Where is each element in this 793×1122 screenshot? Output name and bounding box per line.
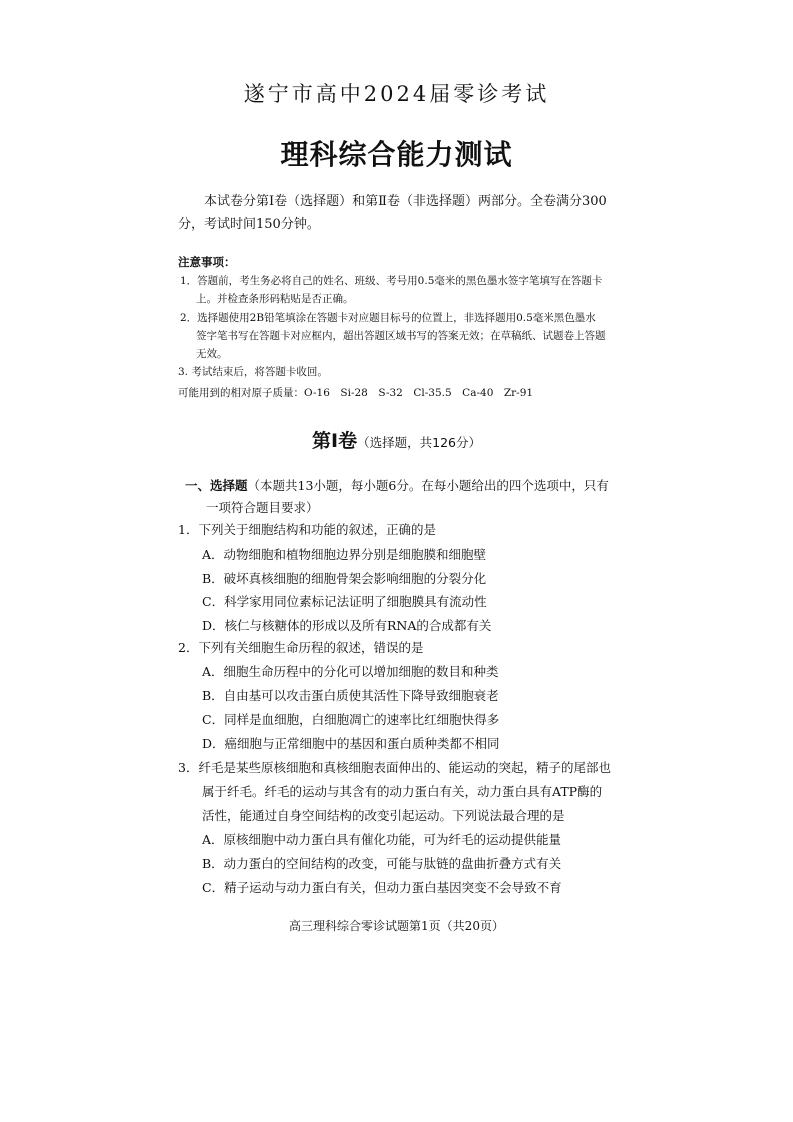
q3-stem-line-1: 3．纤毛是某些原核细胞和真核细胞表面伸出的、能运动的突起，精子的尾部也 [178, 760, 611, 775]
q1-option-b: B．破坏真核细胞的细胞骨架会影响细胞的分裂分化 [202, 571, 487, 586]
notice-item-2-cont: 签字笔书写在答题卡对应框内，超出答题区域书写的答案无效；在草稿纸、试题卷上答题 [196, 330, 606, 342]
notice-item-2: 2．选择题使用2B铅笔填涂在答题卡对应题目标号的位置上，非选择题用0.5毫米黑色墨水 [180, 312, 596, 324]
instructions-label: 一、选择题 [185, 478, 248, 493]
notice-item-1: 1．答题前，考生务必将自己的姓名、班级、考号用0.5毫米的黑色墨水签字笔填写在答题卡 [180, 275, 603, 287]
notice-item-1-cont: 上。并检查条形码粘贴是否正确。 [196, 293, 354, 305]
q3-stem-line-3: 活性，能通过自身空间结构的改变引起运动。下列说法最合理的是 [202, 808, 565, 823]
section-title [0, 426, 793, 453]
q2-option-d: D．癌细胞与正常细胞中的基因和蛋白质种类都不相同 [202, 736, 500, 751]
instructions-text: （本题共13小题，每小题6分。在每小题给出的四个选项中，只有 [247, 478, 609, 493]
q1-option-c: C．科学家用同位素标记法证明了细胞膜具有流动性 [202, 594, 487, 609]
atomic-masses: 可能用到的相对原子质量：O-16 Si-28 S-32 Cl-35.5 Ca-40 Zr-91 [178, 387, 534, 399]
q2-option-c: C．同样是血细胞，白细胞凋亡的速率比红细胞快得多 [202, 712, 500, 727]
q2-option-a: A．细胞生命历程中的分化可以增加细胞的数目和种类 [202, 664, 499, 679]
instructions-line-2: 一项符合题目要求） [206, 500, 319, 515]
instructions-line-1 [185, 476, 609, 494]
section-main: 第Ⅰ卷 [312, 430, 358, 452]
subject-title: 理科综合能力测试 [280, 138, 513, 171]
q1-option-a: A．动物细胞和植物细胞边界分别是细胞膜和细胞壁 [202, 547, 487, 562]
notice-item-2-cont2: 无效。 [196, 348, 228, 360]
q3-stem-line-2: 属于纤毛。纤毛的运动与其含有的动力蛋白有关，动力蛋白具有ATP酶的 [202, 784, 603, 799]
exam-title: 遂宁市高中2024届零诊考试 [243, 82, 550, 106]
q3-option-c: C．精子运动与动力蛋白有关，但动力蛋白基因突变不会导致不育 [202, 880, 562, 895]
q1-stem: 1．下列关于细胞结构和功能的叙述，正确的是 [178, 522, 436, 537]
q2-option-b: B．自由基可以攻击蛋白质使其活性下降导致细胞衰老 [202, 688, 499, 703]
q1-option-d: D．核仁与核糖体的形成以及所有RNA的合成都有关 [202, 618, 492, 633]
q3-option-b: B．动力蛋白的空间结构的改变，可能与肽链的盘曲折叠方式有关 [202, 856, 562, 871]
page-footer: 高三理科综合零诊试题第1页（共20页） [289, 919, 504, 933]
intro-paragraph: 本试卷分第Ⅰ卷（选择题）和第Ⅱ卷（非选择题）两部分。全卷满分300分，考试时间150分钟。 [178, 194, 607, 232]
notice-item-3: 3. 考试结束后，将答题卡收回。 [178, 366, 328, 378]
notice-heading: 注意事项： [178, 255, 236, 269]
q2-stem: 2．下列有关细胞生命历程的叙述，错误的是 [178, 640, 424, 655]
q3-option-a: A．原核细胞中动力蛋白具有催化功能，可为纤毛的运动提供能量 [202, 832, 562, 847]
section-sub: （选择题，共126分） [357, 435, 481, 450]
